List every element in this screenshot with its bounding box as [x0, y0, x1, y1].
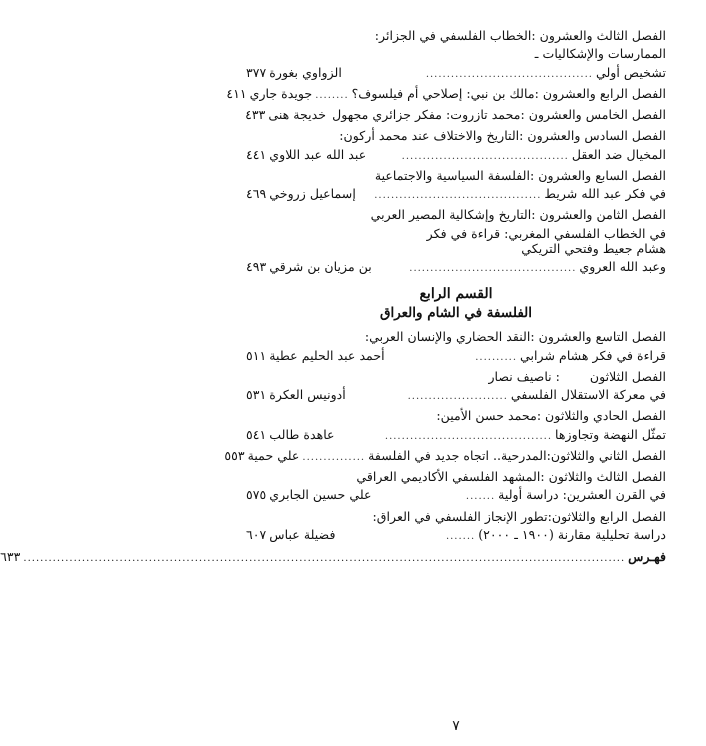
page-number: ٧ [452, 718, 460, 734]
chapter-title: التاريخ والاختلاف عند محمد أركون: [339, 128, 520, 144]
chapter-page: ٦٠٧ [246, 526, 267, 542]
index-label: فهـرس [628, 549, 666, 565]
chapter-author: عبد الله عبد اللاوي [269, 146, 367, 162]
chapter-page: ٥٥٣ [224, 447, 245, 463]
chapter-label: الفصل الخامس والعشرون : [520, 107, 666, 123]
leader-dots: ........ [315, 89, 349, 101]
chapter-author: خديجة هنى [268, 107, 327, 123]
chapter-title: تطور الإنجاز الفلسفي في العراق: [372, 508, 548, 524]
chapter-label: الفصل التاسع والعشرون : [530, 329, 666, 345]
chapter-page: ٤٩٣ [246, 259, 267, 275]
chapter-title-line: دراسة تحليلية مقارنة (١٩٠٠ ـ ٢٠٠٠) [478, 526, 666, 542]
chapter-author: علي حسين الجابري [269, 487, 372, 503]
leader-dots: ........................................ [374, 190, 542, 202]
toc-content [0, 28, 666, 565]
chapter-page: ٥١١ [246, 347, 267, 363]
chapter-title: المشهد الفلسفي الأكاديمي العراقي [356, 469, 541, 485]
chapter-page: ٤١١ [226, 85, 247, 101]
toc-entry-chapter-25 [246, 107, 666, 123]
chapter-page: ٣٧٧ [246, 64, 267, 80]
chapter-author: بن مزيان بن شرقي [269, 259, 372, 275]
toc-entry-chapter-28 [246, 207, 666, 275]
toc-entry-index [0, 549, 666, 565]
chapter-title-line: في القرن العشرين: دراسة أولية [498, 487, 666, 503]
chapter-page: ٤٤١ [246, 146, 267, 162]
section-title: الفلسفة في الشام والعراق [379, 304, 533, 321]
chapter-label: الفصل الثاني والثلاثون: [546, 447, 666, 463]
chapter-title-line: قراءة في فكر هشام شرابي [520, 347, 666, 363]
chapter-title: مالك بن نبي: إصلاحي أم فيلسوف؟ [351, 85, 535, 101]
section-heading [246, 286, 666, 322]
chapter-title: الفلسفة السياسية والاجتماعية [374, 167, 530, 183]
chapter-title-line: وعبد الله العروي [579, 259, 666, 275]
toc-entry-chapter-29 [246, 329, 666, 364]
chapter-title-cont: الممارسات والإشكاليات ـ [534, 46, 666, 62]
chapter-author: أدونيس العكرة [269, 387, 346, 403]
chapter-title-extra-2: هشام جعيط وفتحي التريكي [521, 241, 666, 257]
chapter-label: الفصل الثلاثون [589, 368, 666, 384]
chapter-title: محمد حسن الأمين: [436, 408, 537, 424]
leader-dots: .......... [475, 351, 518, 363]
chapter-author: جويدة جاري [249, 85, 313, 101]
chapter-title-line: تشخيص أولي [595, 64, 666, 80]
leader-dots: ........................ [407, 391, 508, 403]
leader-dots: ....... [465, 491, 496, 503]
toc-entry-chapter-33 [246, 469, 666, 504]
chapter-title: : ناصيف نصار [488, 368, 560, 384]
chapter-author: أحمد عبد الحليم عطية [269, 347, 385, 363]
chapter-label: الفصل السابع والعشرون : [529, 167, 666, 183]
chapter-label: الفصل الثامن والعشرون : [531, 207, 666, 223]
chapter-title: المدرحية.. اتجاه جديد في الفلسفة [368, 447, 547, 463]
index-page: ٦٣٣ [0, 549, 21, 565]
toc-entry-chapter-34 [246, 509, 666, 544]
chapter-label: الفصل الثالث والثلاثون : [540, 469, 666, 485]
leader-dots: ........................................ [409, 263, 577, 275]
toc-entry-chapter-23 [246, 28, 666, 81]
toc-entry-chapter-30 [246, 369, 666, 404]
chapter-author: عاهدة طالب [269, 426, 335, 442]
chapter-page: ٤٦٩ [246, 186, 267, 202]
chapter-title: النقد الحضاري والإنسان العربي: [364, 329, 531, 345]
chapter-page: ٥٤١ [246, 426, 267, 442]
chapter-author: إسماعيل زروخي [269, 186, 356, 202]
chapter-label: الفصل السادس والعشرون : [519, 128, 666, 144]
leader-dots: ....... [445, 530, 476, 542]
chapter-title-line: في فكر عبد الله شريط [544, 186, 666, 202]
leader-dots: ............... [302, 451, 366, 463]
leader-dots: ........................................ [425, 68, 593, 80]
chapter-author: الزواوي بغورة [269, 64, 342, 80]
toc-entry-chapter-26 [246, 128, 666, 163]
chapter-page: ٥٣١ [246, 387, 267, 403]
chapter-page: ٥٧٥ [246, 487, 267, 503]
toc-entry-chapter-27 [246, 168, 666, 203]
leader-dots: ................................................................................................................................................ [23, 553, 626, 565]
leader-dots: ........................................ [384, 430, 553, 442]
toc-entry-chapter-24 [226, 85, 666, 102]
chapter-title: التاريخ وإشكالية المصير العربي [370, 207, 532, 223]
chapter-page: ٤٣٣ [245, 107, 266, 123]
chapter-author: فضيلة عباس [269, 526, 336, 542]
chapter-title: محمد تازروت: مفكر جزائري مجهول [332, 107, 521, 123]
toc-entry-chapter-32 [224, 447, 666, 464]
chapter-title: الخطاب الفلسفي في الجزائر: [374, 28, 532, 43]
chapter-title-line: المخيال ضد العقل [571, 146, 666, 162]
section-number: القسم الرابع [419, 285, 493, 302]
leader-dots: ........................................ [401, 150, 569, 162]
chapter-label: الفصل الرابع والثلاثون: [547, 508, 666, 524]
chapter-label: الفصل الحادي والثلاثون : [536, 408, 666, 424]
chapter-label: الفصل الرابع والعشرون : [534, 85, 666, 101]
chapter-title-extra-1: في الخطاب الفلسفي المغربي: قراءة في فكر [426, 225, 666, 241]
chapter-title-line: تمثّل النهضة وتجاوزها [555, 426, 666, 442]
chapter-author: علي حمية [247, 447, 300, 463]
toc-entry-chapter-31 [246, 408, 666, 443]
chapter-label: الفصل الثالث والعشرون : [531, 28, 666, 43]
chapter-title-line: في معركة الاستقلال الفلسفي [510, 387, 666, 403]
